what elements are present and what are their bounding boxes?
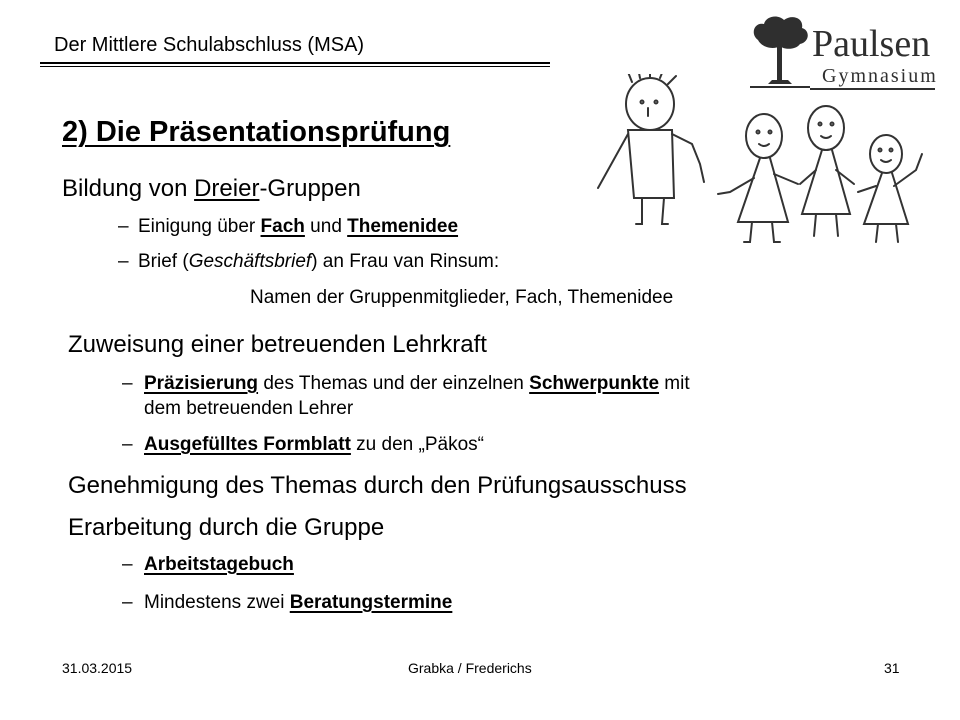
sub-bullet-einigung: Einigung über Fach und Themenidee [138, 216, 459, 237]
children-drawing [588, 74, 940, 254]
header-rule-thin [40, 66, 550, 67]
footer-authors: Grabka / Frederichs [408, 660, 532, 676]
dash-marker: – [122, 434, 133, 455]
bullet-erarbeitung: Erarbeitung durch die Gruppe [68, 514, 385, 541]
sub-bullet-formblatt: Ausgefülltes Formblatt zu den „Päkos“ [144, 434, 484, 455]
sub-bullet-arbeitstagebuch: Arbeitstagebuch [144, 554, 294, 575]
sub-bullet-praezisierung: Präzisierung des Themas und der einzelnen Schwerpunkte mit [144, 373, 690, 394]
dash-marker: – [122, 373, 133, 394]
dash-marker: – [122, 554, 133, 575]
bullet-genehmigung: Genehmigung des Themas durch den Prüfungsausschuss [68, 472, 687, 499]
sub-bullet-brief: Brief (Geschäftsbrief) an Frau van Rinsum: [138, 251, 500, 272]
sub-bullet-beratungstermine: Mindestens zwei Beratungstermine [144, 592, 453, 613]
stick-figure-child-left [718, 114, 798, 242]
sub-bullet-praezisierung-line2: dem betreuenden Lehrer [144, 398, 354, 419]
logo-name: Paulsen [812, 23, 931, 65]
footer-page-number: 31 [884, 660, 900, 676]
logo-subname: Gymnasium [822, 65, 938, 87]
stick-figure-tall [598, 74, 704, 224]
stick-figure-child-middle [800, 106, 854, 236]
dash-marker: – [118, 251, 129, 272]
slide-title: 2) Die Präsentationsprüfung [62, 116, 451, 148]
dash-marker: – [118, 216, 129, 237]
slide-header-title: Der Mittlere Schulabschluss (MSA) [54, 34, 365, 56]
dash-marker: – [122, 592, 133, 613]
header-rule [40, 62, 550, 64]
stick-figure-child-right [858, 135, 922, 242]
bullet-zuweisung: Zuweisung einer betreuenden Lehrkraft [68, 331, 487, 358]
bullet-dreier-gruppen: Bildung von Dreier-Gruppen [62, 175, 361, 202]
sub-bullet-brief-continuation: Namen der Gruppenmitglieder, Fach, Themenidee [250, 287, 674, 308]
footer-date: 31.03.2015 [62, 660, 133, 676]
